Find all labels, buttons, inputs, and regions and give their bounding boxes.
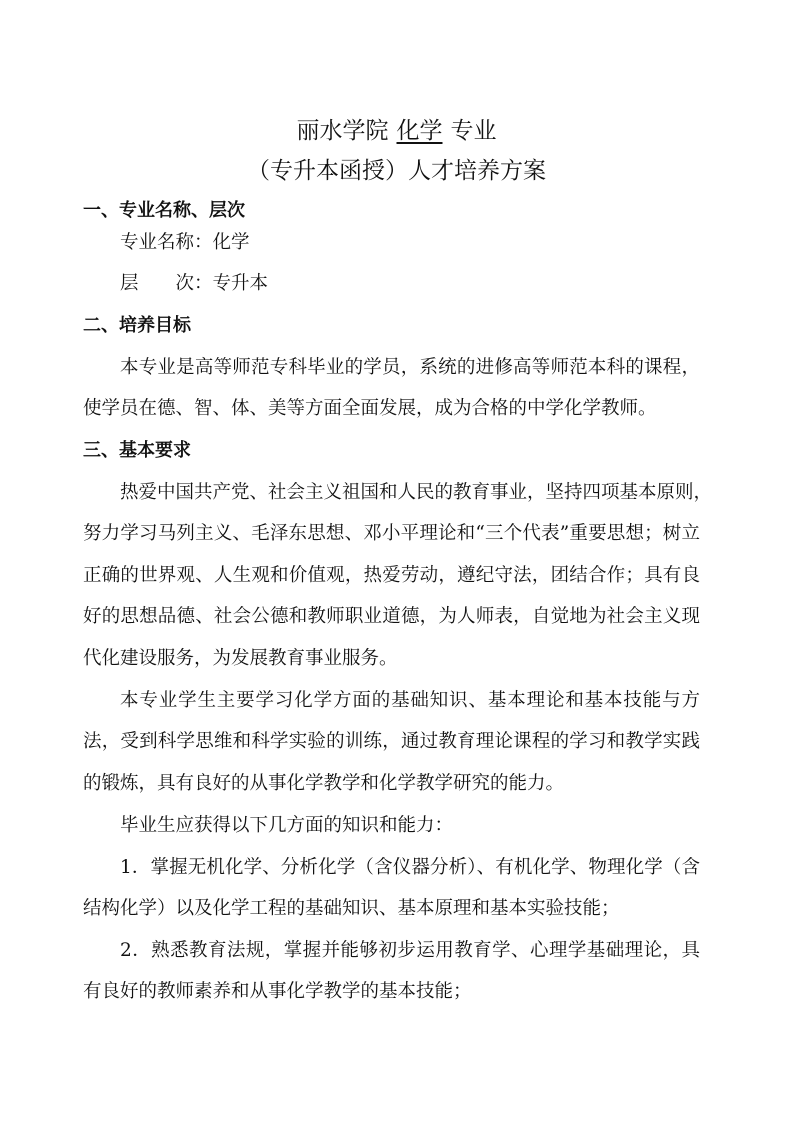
major-name	[120, 231, 700, 255]
text-line: 代化建设服务，为发展教育事业服务。	[83, 648, 398, 669]
text-line: 好的思想品德、社会公德和教师职业道德，为人师表，自觉地为社会主义现	[83, 606, 700, 627]
text-line: 热爱中国共产党、社会主义祖国和人民的教育事业，坚持四项基本原则，	[120, 482, 713, 503]
text-line: 本专业是高等师范专科毕业的学员，系统的进修高等师范本科的课程，	[120, 357, 700, 378]
section1-heading: 一、专业名称、层次	[83, 200, 245, 221]
level-value: 专升本	[212, 273, 269, 294]
level	[120, 272, 700, 296]
major-name-label: 专业名称：	[120, 232, 213, 253]
title-major: 化学	[396, 118, 443, 144]
document-subtitle: （专升本函授）人才培养方案	[247, 158, 546, 184]
document-title	[0, 116, 793, 146]
list-item-2: 2．熟悉教育法规，掌握并能够初步运用教育学、心理学基础理论，具	[120, 940, 700, 961]
title-suffix: 专业	[450, 118, 497, 144]
major-name-value: 化学	[212, 232, 250, 253]
text-line: 正确的世界观、人生观和价值观，热爱劳动，遵纪守法，团结合作；具有良	[83, 565, 700, 586]
section3-heading: 三、基本要求	[83, 440, 191, 461]
text-line: 使学员在德、智、体、美等方面全面发展，成为合格的中学化学教师。	[83, 398, 657, 419]
text-line: 本专业学生主要学习化学方面的基础知识、基本理论和基本技能与方	[120, 690, 700, 711]
text-line: 的锻炼，具有良好的从事化学教学和化学教学研究的能力。	[83, 773, 565, 794]
section2-heading: 二、培养目标	[83, 315, 191, 336]
list-item-1: 1．掌握无机化学、分析化学（含仪器分析）、有机化学、物理化学（含	[120, 857, 700, 878]
level-label: 层 次：	[120, 273, 213, 294]
text-line: 结构化学）以及化学工程的基础知识、基本原理和基本实验技能；	[83, 898, 620, 919]
text-line: 努力学习马列主义、毛泽东思想、邓小平理论和“三个代表”重要思想；树立	[83, 523, 700, 544]
title-prefix: 丽水学院	[296, 118, 389, 144]
text-line: 毕业生应获得以下几方面的知识和能力：	[120, 815, 454, 836]
text-line: 有良好的教师素养和从事化学教学的基本技能；	[83, 981, 472, 1002]
text-line: 法，受到科学思维和科学实验的训练，通过教育理论课程的学习和教学实践	[83, 731, 700, 752]
